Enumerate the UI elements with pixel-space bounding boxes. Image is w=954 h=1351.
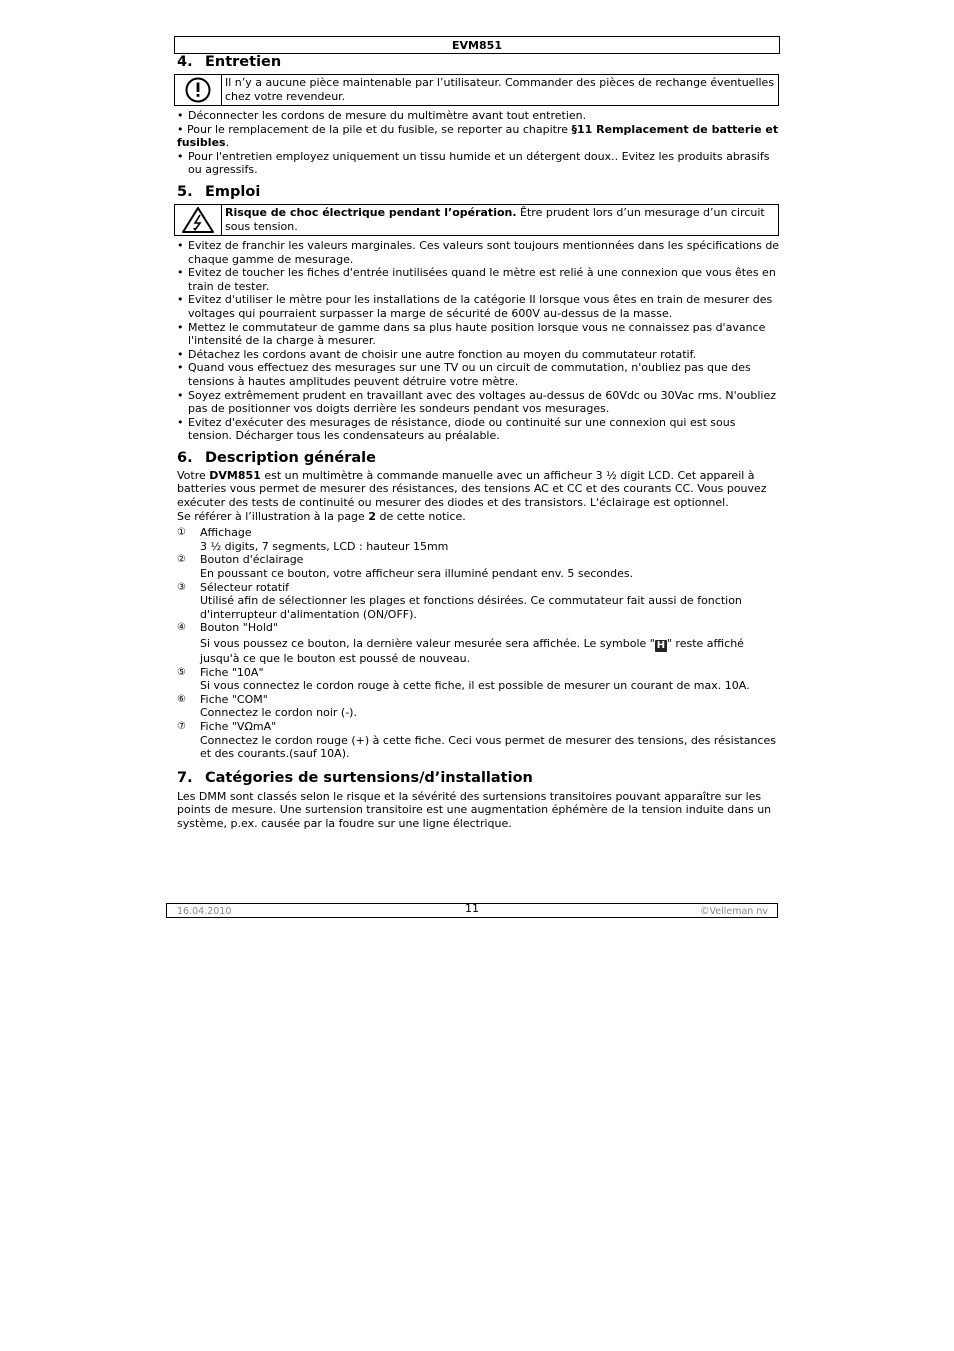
list-item: ① Affichage 3 ½ digits, 7 segments, LCD : hauteur 15mm bbox=[177, 526, 449, 553]
exclamation-icon bbox=[175, 75, 222, 105]
list-item: • Pour l'entretien employez uniquement un tissu humide et un détergent doux.. Evitez les produits abrasifs ou agressifs. bbox=[177, 149, 770, 177]
hold-symbol-icon: H bbox=[656, 640, 666, 651]
footer-copyright: ©Velleman nv bbox=[700, 906, 768, 917]
list-item: ⑤ Fiche "10A" Si vous connectez le cordon rouge à cette fiche, il est possible de mesurer un courant de max. 10A. bbox=[177, 665, 750, 693]
component-list bbox=[177, 526, 780, 761]
list-item: • Quand vous effectuez des mesurages sur une TV ou un circuit de commutation, n'oubliez pas que des tensions à hautes amplitudes peuvent détruire votre mètre. bbox=[177, 361, 751, 388]
maintenance-list bbox=[177, 109, 780, 177]
section-6-heading: 6. Description générale bbox=[177, 449, 376, 466]
list-item: ② Bouton d'éclairage En poussant ce bouton, votre afficheur sera illuminé pendant env. 5 secondes. bbox=[177, 553, 634, 581]
section-5-heading: 5. Emploi bbox=[177, 183, 261, 200]
warning-text: Risque de choc électrique pendant l’opération. Être prudent lors d’un mesurage d’un circuit sous tension. bbox=[225, 205, 765, 233]
page-number: 11 bbox=[465, 902, 479, 915]
overvoltage-paragraph: Les DMM sont classés selon le risque et la sévérité des surtensions transitoires pouvant apparaître sur les points de mesure. Une surtension transitoire est une augmentation éphémère de la tension induite dans un système, p.ex. causée par la foudre sur une ligne électrique. bbox=[177, 789, 772, 830]
chapter-reference: §11 Remplacement de batterie et fusibles bbox=[177, 122, 779, 150]
list-item: ④ Bouton "Hold" Si vous poussez ce bouton, la dernière valeur mesurée sera affichée. Le symbole " H " reste affiché jusqu'à ce que le bouton est poussé de nouveau. bbox=[177, 621, 744, 665]
list-item: ③ Sélecteur rotatif Utilisé afin de sélectionner les plages et fonctions désirées. Ce commutateur fait aussi de fonction d'interrupteur d'alimentation (ON/OFF). bbox=[177, 580, 742, 621]
illustration-reference: Se référer à l’illustration à la page 2 de cette notice. bbox=[177, 509, 466, 523]
shock-warning-box bbox=[174, 204, 779, 236]
electric-shock-warning-icon bbox=[175, 205, 222, 235]
page-footer bbox=[166, 903, 778, 918]
page-header bbox=[174, 36, 780, 54]
footer-date: 16.04.2010 bbox=[177, 906, 232, 917]
list-item: • Evitez de franchir les valeurs marginales. Ces valeurs sont toujours mentionnées dans les spécifications de chaque gamme de mesurage. bbox=[177, 238, 780, 266]
list-item: • Evitez d'exécuter des mesurages de résistance, diode ou continuité sur une connexion qui est sous tension. Décharger tous les condensateurs au préalable. bbox=[177, 415, 736, 443]
list-item: ⑥ Fiche "COM" Connectez le cordon noir (-). bbox=[177, 692, 357, 720]
section-7-heading: 7. Catégories de surtensions/d’installation bbox=[177, 769, 533, 786]
list-item: • Evitez d'utiliser le mètre pour les installations de la catégorie II lorsque vous êtes en train de mesurer des voltages qui pourraient surpasser la marge de sécurité de 600V au-dessus de la masse. bbox=[177, 293, 773, 320]
warning-text: Il n’y a aucune pièce maintenable par l’utilisateur. Commander des pièces de rechange éventuelles chez votre revendeur. bbox=[225, 76, 775, 103]
model-name: EVM851 bbox=[452, 39, 502, 52]
page-content bbox=[177, 53, 780, 831]
list-item: ⑦ Fiche "VΩmA" Connectez le cordon rouge (+) à cette fiche. Ceci vous permet de mesurer des tensions, des résistances et des courants.(sauf 10A). bbox=[177, 719, 777, 761]
list-item: • Détachez les cordons avant de choisir une autre fonction au moyen du commutateur rotatif. bbox=[177, 347, 697, 361]
usage-list bbox=[177, 239, 780, 443]
section-4-heading: 4. Entretien bbox=[177, 54, 282, 70]
list-item: • Déconnecter les cordons de mesure du multimètre avant tout entretien. bbox=[177, 109, 587, 122]
list-item: • Evitez de toucher les fiches d'entrée inutilisées quand le mètre est relié à une connexion que vous êtes en train de tester. bbox=[177, 266, 776, 293]
list-item: • Mettez le commutateur de gamme dans sa plus haute position lorsque vous ne connaissez pas d'avance l'intensité de la charge à mesurer. bbox=[177, 320, 766, 348]
description-paragraph: Votre DVM851 est un multimètre à commande manuelle avec un afficheur 3 ½ digit LCD. Cet appareil à batteries vous permet de mesurer des résistances, des tensions AC et CC et des courants CC. Vous pouvez exécuter des tests de continuité ou mesurer des diodes et des transistors. L'éclairage est optionnel. bbox=[177, 468, 767, 510]
product-name: DVM851 bbox=[209, 468, 261, 482]
list-item: • Soyez extrêmement prudent en travaillant avec des voltages au-dessus de 60Vdc ou 30Vac rms. N'oubliez pas de positionner vos doigts derrière les sondeurs pendant vos mesurages. bbox=[177, 388, 776, 416]
maintenance-warning-box bbox=[174, 74, 779, 106]
list-item: • Pour le remplacement de la pile et du fusible, se reporter au chapitre §11 Remplacement de batterie et fusibles. bbox=[177, 122, 779, 150]
